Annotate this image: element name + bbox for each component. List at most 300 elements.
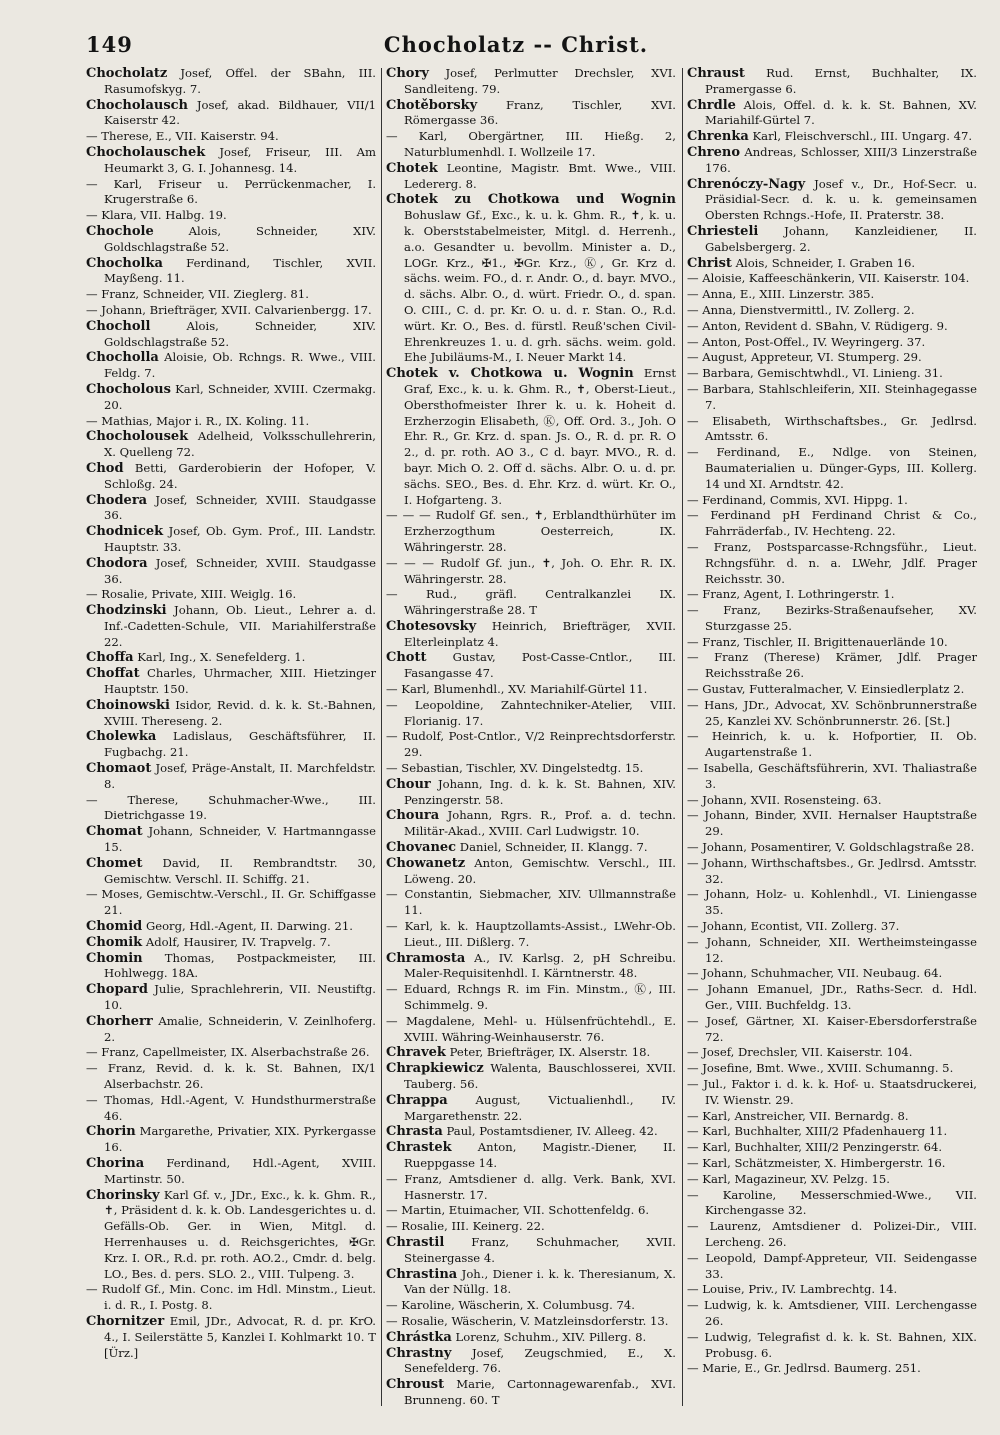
entry-details: — Klara, VII. Halbg. 19. xyxy=(86,208,227,223)
entry-details: — Rud., gräfl. Centralkanzlei IX. Währingerstraße 28. T xyxy=(386,587,676,618)
entry-surname: Chrasta xyxy=(386,1124,443,1140)
entry-details: — Johann, Econtist, VII. Zollerg. 37. xyxy=(687,919,900,934)
entry-details: — Moses, Gemischtw.-Verschl., II. Gr. Schiffgasse 21. xyxy=(86,887,376,918)
entry-details: — Johann, Schneider, XII. Wertheimsteingasse 12. xyxy=(687,934,977,965)
directory-entry xyxy=(386,98,676,130)
entry-details: Johann, Ing. d. k. k. St. Bahnen, XIV. Penzingerstr. 58. xyxy=(404,776,676,807)
directory-entry xyxy=(386,1314,676,1330)
directory-entry xyxy=(687,887,977,919)
entry-details: — Heinrich, k. u. k. Hofportier, II. Ob. Augartenstraße 1. xyxy=(687,729,977,760)
directory-entry xyxy=(687,1361,977,1377)
directory-columns xyxy=(86,66,977,1411)
entry-details: Josef, akad. Bildhauer, VII/1 Kaiserstr 42. xyxy=(104,97,376,128)
entry-details: — Laurenz, Amtsdiener d. Polizei-Dir., VIII. Lercheng. 26. xyxy=(687,1219,977,1249)
entry-details: Rud. Ernst, Buchhalter, IX. Pramergasse 6. xyxy=(705,66,977,96)
directory-entry xyxy=(687,303,977,319)
directory-entry xyxy=(687,540,977,587)
entry-details: — Ferdinand, E., Ndlge. von Steinen, Baumaterialien u. Dünger-Gyps, III. Kollerg. 14 und XI. Arndtstr. 42. xyxy=(687,445,977,491)
directory-entry xyxy=(687,1124,977,1140)
directory-entry xyxy=(687,319,977,335)
entry-details: Josef v., Dr., Hof-Secr. u. Präsidial-Secr. d. k. u. k. gemeinsamen Obersten Rchngs.-Hofe, II. Praterstr. 38. xyxy=(705,176,977,223)
directory-entry xyxy=(386,856,676,888)
directory-entry xyxy=(687,98,977,130)
entry-details: — August, Appreteur, VI. Stumperg. 29. xyxy=(687,350,922,365)
directory-entry xyxy=(86,461,376,493)
entry-surname: Chodnicek xyxy=(86,524,164,540)
directory-entry xyxy=(687,335,977,351)
entry-details: August, Victualienhdl., IV. Margarethenstr. 22. xyxy=(404,1092,676,1123)
directory-entry xyxy=(386,1093,676,1125)
entry-details: — Rosalie, III. Keinerg. 22. xyxy=(386,1219,545,1234)
entry-details: Josef, Schneider, XVIII. Staudgasse 36. xyxy=(104,492,376,523)
entry-details: — Karl, Anstreicher, VII. Bernardg. 8. xyxy=(687,1108,909,1123)
entry-surname: Chrastny xyxy=(386,1345,452,1361)
entry-details: Adelheid, Volksschullehrerin, X. Quelleng 72. xyxy=(104,429,376,460)
entry-details: — Leopold, Dampf-Appreteur, VII. Seidengasse 33. xyxy=(687,1250,977,1281)
entry-details: Julie, Sprachlehrerin, VII. Neustiftg. 10. xyxy=(104,982,376,1013)
directory-entry xyxy=(687,271,977,287)
directory-entry xyxy=(386,619,676,651)
directory-entry xyxy=(86,1093,376,1125)
directory-entry xyxy=(687,1156,977,1172)
directory-entry xyxy=(86,824,376,856)
entry-surname: Chory xyxy=(386,66,429,81)
entry-surname: Chocholous xyxy=(86,381,171,397)
entry-details: — Aloisie, Kaffeeschänkerin, VII. Kaiserstr. 104. xyxy=(687,271,970,286)
entry-surname: Chour xyxy=(386,776,431,792)
entry-details: Ernst Graf, Exc., k. u. k. Ghm. R., ✝, Oberst-Lieut., Obersthofmeister Ihrer k. u. k. Hoheit d. Erzherzogin Elisabeth, Ⓚ, Off. Ord. 3., Joh. O Ehr. R., Gr. Krz. d. span. Js. O., R. d. pr. R. O 2., d. pr. roth. AO 3., C d. bayr. MVO., R. d. bayr. Mich O. 2. Off d. sächs. Albr. O. u. d. pr. sächs. SEO., Bes. d. Ehr. Krz. d. würt. Kr. O., I. Hofgarteng. 3. xyxy=(404,366,676,507)
directory-entry xyxy=(386,1172,676,1204)
directory-entry xyxy=(86,1014,376,1046)
directory-entry xyxy=(86,729,376,761)
directory-entry xyxy=(687,808,977,840)
entry-details: Alois, Offel. d. k. k. St. Bahnen, XV. Mariahilf-Gürtel 7. xyxy=(705,97,977,128)
directory-entry xyxy=(687,1109,977,1125)
entry-details: Josef, Zeugschmied, E., X. Senefelderg. 76. xyxy=(404,1345,676,1376)
entry-surname: Chramosta xyxy=(386,950,466,966)
directory-entry xyxy=(687,587,977,603)
entry-surname: Chrenóczy-Nagy xyxy=(687,176,806,192)
directory-entry xyxy=(86,698,376,730)
entry-surname: Chrástka xyxy=(386,1329,452,1345)
entry-details: Thomas, Postpackmeister, III. Hohlwegg. 18A. xyxy=(104,950,376,981)
directory-entry xyxy=(386,556,676,588)
entry-details: — Johann, Binder, XVII. Hernalser Hauptstraße 29. xyxy=(687,808,977,839)
directory-entry xyxy=(86,66,376,98)
entry-details: Alois, Schneider, XIV. Goldschlagstraße 52. xyxy=(104,223,376,254)
directory-entry xyxy=(86,350,376,382)
entry-details: — Karl, Magazineur, XV. Pelzg. 15. xyxy=(687,1171,890,1186)
entry-details: Johann, Kanzleidiener, II. Gabelsbergerg. 2. xyxy=(705,223,977,254)
directory-entry xyxy=(386,161,676,193)
entry-surname: Chotek zu Chotkowa und Wognin xyxy=(386,192,676,208)
entry-surname: Chod xyxy=(86,460,124,476)
directory-entry xyxy=(386,66,676,98)
directory-entry xyxy=(687,682,977,698)
entry-details: Josef, Offel. der SBahn, III. Rasumofskyg. 7. xyxy=(104,66,376,96)
entry-details: — Ferdinand pH Ferdinand Christ & Co., Fahrräderfab., IV. Hechteng. 22. xyxy=(687,508,977,539)
entry-details: — Franz, Revid. d. k. k. St. Bahnen, IX/1 Alserbachstr. 26. xyxy=(86,1061,376,1091)
entry-details: Heinrich, Briefträger, XVII. Elterleinplatz 4. xyxy=(404,618,676,649)
entry-details: — Therese, E., VII. Kaiserstr. 94. xyxy=(86,129,279,144)
entry-surname: Chomid xyxy=(86,919,143,935)
entry-details: — Johann Emanuel, JDr., Raths-Secr. d. Hdl. Ger., VIII. Buchfeldg. 13. xyxy=(687,982,977,1013)
entry-details: — Hans, JDr., Advocat, XV. Schönbrunnerstraße 25, Kanzlei XV. Schönbrunnerstr. 26. [St.] xyxy=(687,697,977,728)
directory-entry xyxy=(687,366,977,382)
directory-entry xyxy=(687,982,977,1014)
directory-entry xyxy=(687,1077,977,1109)
directory-entry xyxy=(86,951,376,983)
directory-entry xyxy=(386,698,676,730)
directory-entry xyxy=(86,587,376,603)
entry-surname: Chovanec xyxy=(386,840,457,856)
directory-entry xyxy=(86,919,376,935)
directory-entry xyxy=(687,129,977,145)
entry-details: A., IV. Karlsg. 2, pH Schreibu. Maler-Requisitenhdl. I. Kärntnerstr. 48. xyxy=(404,950,676,981)
directory-entry xyxy=(86,1045,376,1061)
entry-details: Charles, Uhrmacher, XIII. Hietzinger Hauptstr. 150. xyxy=(104,666,376,697)
entry-surname: Chrastek xyxy=(386,1140,452,1156)
directory-entry xyxy=(386,1346,676,1378)
directory-entry xyxy=(86,429,376,461)
entry-details: Johann, Ob. Lieut., Lehrer a. d. Inf.-Cadetten-Schule, VII. Mariahilferstraße 22. xyxy=(104,603,376,649)
directory-entry xyxy=(86,935,376,951)
directory-entry xyxy=(86,382,376,414)
directory-entry xyxy=(386,887,676,919)
entry-details: — Anton, Post-Offel., IV. Weyringerg. 37. xyxy=(687,334,926,349)
entry-details: Josef, Ob. Gym. Prof., III. Landstr. Hauptstr. 33. xyxy=(104,524,376,554)
entry-details: — Constantin, Siebmacher, XIV. Ullmannstraße 11. xyxy=(386,887,676,918)
directory-entry xyxy=(86,145,376,177)
entry-details: — Rosalie, Wäscherin, V. Matzleinsdorferstr. 13. xyxy=(386,1313,669,1328)
entry-details: Aloisie, Ob. Rchngs. R. Wwe., VIII. Feldg. 7. xyxy=(104,350,376,381)
entry-details: — Franz, Agent, I. Lothringerstr. 1. xyxy=(687,587,895,602)
entry-details: — Isabella, Geschäftsführerin, XVI. Thaliastraße 3. xyxy=(687,761,977,791)
entry-details: — Josef, Drechsler, VII. Kaiserstr. 104. xyxy=(687,1045,913,1060)
entry-details: — Jul., Faktor i. d. k. k. Hof- u. Staatsdruckerei, IV. Wienstr. 29. xyxy=(687,1077,977,1107)
entry-surname: Chotesovsky xyxy=(386,618,477,634)
entry-surname: Chodora xyxy=(86,555,148,571)
entry-surname: Chocholatz xyxy=(86,66,168,81)
entry-surname: Chreno xyxy=(687,144,741,160)
entry-details: Franz, Tischler, XVI. Römergasse 36. xyxy=(404,97,676,128)
directory-entry xyxy=(86,319,376,351)
entry-details: — Johann, Schuhmacher, VII. Neubaug. 64. xyxy=(687,966,943,981)
entry-details: — Karl, Friseur u. Perrückenmacher, I. Krugerstraße 6. xyxy=(86,176,376,207)
entry-surname: Chott xyxy=(386,650,427,666)
directory-entry xyxy=(386,508,676,555)
entry-details: — Ferdinand, Commis, XVI. Hippg. 1. xyxy=(687,492,908,507)
entry-surname: Chomat xyxy=(86,824,143,840)
entry-surname: Chomet xyxy=(86,855,143,871)
entry-surname: Choinowski xyxy=(86,697,170,713)
entry-details: Emil, JDr., Advocat, R. d. pr. KrO. 4., I. Seilerstätte 5, Kanzlei I. Kohlmarkt 10. T [Ürz.] xyxy=(104,1313,376,1360)
directory-entry xyxy=(86,98,376,130)
directory-entry xyxy=(386,951,676,983)
entry-surname: Chodzinski xyxy=(86,603,167,619)
entry-details: Josef, Präge-Anstalt, II. Marchfeldstr. 8. xyxy=(104,761,376,791)
entry-surname: Chowanetz xyxy=(386,855,466,871)
entry-details: — Gustav, Futteralmacher, V. Einsiedlerplatz 2. xyxy=(687,682,965,697)
directory-entry xyxy=(687,966,977,982)
directory-entry xyxy=(86,303,376,319)
directory-entry xyxy=(386,982,676,1014)
entry-surname: Choura xyxy=(386,808,440,824)
directory-entry xyxy=(687,729,977,761)
entry-details: Margarethe, Privatier, XIX. Pyrkergasse 16. xyxy=(104,1124,376,1155)
entry-details: Bohuslaw Gf., Exc., k. u. k. Ghm. R., ✝, k. u. k. Oberststabelmeister, Mitgl. d. Herrenh., a.o. Gesandter u. bevollm. Minister a. D., LOGr. Krz., ✠1., ✠Gr. Krz., Ⓚ, Gr. Krz d. sächs. weim. FO., d. r. Andr. O., d. bayr. MVO., d. sächs. Albr. O., d. würt. Friedr. O., d. span. O. CIII., C. d. pr. Kr. O. u. d. r. Stan. O., R.d. würt. Kr. O., Bes. d. fürstl. Reuß'schen Civil-Ehrenkreuzes 1. u. d. grh. sächs. weim. gold. Ehe Jubiläums-M., I. Neuer Markt 14. xyxy=(404,208,676,365)
entry-surname: Christ xyxy=(687,255,732,271)
entry-details: — Rudolf Gf., Min. Conc. im Hdl. Minstm., Lieut. i. d. R., I. Postg. 8. xyxy=(86,1282,376,1313)
entry-details: Isidor, Revid. d. k. k. St.-Bahnen, XVIII. Thereseng. 2. xyxy=(104,697,376,728)
entry-details: — Ludwig, k. k. Amtsdiener, VIII. Lerchengasse 26. xyxy=(687,1298,977,1328)
entry-details: Karl, Schneider, XVIII. Czermakg. 20. xyxy=(104,381,376,412)
directory-entry xyxy=(86,793,376,825)
entry-details: Anton, Magistr.-Diener, II. Rueppgasse 14. xyxy=(404,1140,676,1170)
directory-entry xyxy=(386,129,676,161)
directory-entry xyxy=(86,887,376,919)
directory-entry xyxy=(687,793,977,809)
directory-entry xyxy=(687,1061,977,1077)
entry-details: — Johann, Posamentirer, V. Goldschlagstraße 28. xyxy=(687,840,975,855)
directory-entry xyxy=(386,587,676,619)
entry-details: — Karl, k. k. Hauptzollamts-Assist., LWehr-Ob. Lieut., III. Dißlerg. 7. xyxy=(386,919,676,949)
entry-details: — Franz, Tischler, II. Brigittenauerlände 10. xyxy=(687,634,948,649)
entry-details: — Karl, Obergärtner, III. Hießg. 2, Naturblumenhdl. I. Wollzeile 17. xyxy=(386,129,676,159)
entry-surname: Chocholka xyxy=(86,255,163,271)
directory-entry xyxy=(86,603,376,650)
entry-details: — Franz, Bezirks-Straßenaufseher, XV. Sturzgasse 25. xyxy=(687,603,977,633)
entry-details: — Anna, Dienstvermittl., IV. Zollerg. 2. xyxy=(687,302,915,317)
directory-entry xyxy=(687,761,977,793)
directory-entry xyxy=(86,1124,376,1156)
entry-surname: Chocholausch xyxy=(86,97,189,113)
entry-details: Alois, Schneider, XIV. Goldschlagstraße 52. xyxy=(104,318,376,349)
entry-details: Betti, Garderobierin der Hofoper, V. Schloßg. 24. xyxy=(104,460,376,491)
entry-details: Peter, Briefträger, IX. Alserstr. 18. xyxy=(445,1045,651,1060)
entry-details: — Johann, Briefträger, XVII. Calvarienbergg. 17. xyxy=(86,302,372,317)
entry-details: — Karl, Buchhalter, XIII/2 Pfadenhauerg 11. xyxy=(687,1124,948,1139)
directory-entry xyxy=(86,666,376,698)
directory-entry xyxy=(687,650,977,682)
entry-details: Ferdinand, Hdl.-Agent, XVIII. Martinstr. 50. xyxy=(104,1155,376,1186)
directory-entry xyxy=(687,177,977,224)
directory-entry xyxy=(386,1235,676,1267)
entry-surname: Chopard xyxy=(86,982,148,998)
directory-entry xyxy=(687,382,977,414)
entry-surname: Chorinsky xyxy=(86,1187,160,1203)
entry-details: Ferdinand, Tischler, XVII. Mayßeng. 11. xyxy=(104,255,376,286)
directory-entry xyxy=(687,445,977,492)
entry-surname: Chorherr xyxy=(86,1013,153,1029)
directory-entry xyxy=(687,224,977,256)
page-number: 149 xyxy=(86,32,133,57)
entry-details: Josef, Friseur, III. Am Heumarkt 3, G. I. Johannesg. 14. xyxy=(104,144,376,175)
entry-details: — Anton, Revident d. SBahn, V. Rüdigerg. 9. xyxy=(687,318,948,333)
entry-surname: Chrenka xyxy=(687,129,749,145)
directory-entry xyxy=(386,366,676,508)
directory-entry xyxy=(687,1298,977,1330)
entry-surname: Chrastina xyxy=(386,1266,458,1282)
directory-entry xyxy=(687,256,977,272)
column-divider xyxy=(682,68,683,1406)
directory-entry xyxy=(86,1156,376,1188)
entry-details: — Marie, E., Gr. Jedlrsd. Baumerg. 251. xyxy=(687,1361,921,1376)
entry-details: — Sebastian, Tischler, XV. Dingelstedtg. 15. xyxy=(386,761,644,776)
column-1 xyxy=(86,66,376,1411)
entry-surname: Chrdle xyxy=(687,97,736,113)
entry-details: — Franz, Capellmeister, IX. Alserbachstraße 26. xyxy=(86,1045,370,1060)
entry-details: Alois, Schneider, I. Graben 16. xyxy=(731,255,916,270)
entry-details: Johann, Schneider, V. Hartmanngasse 15. xyxy=(104,824,376,855)
entry-surname: Chroust xyxy=(386,1377,445,1393)
entry-surname: Chorin xyxy=(86,1124,136,1140)
directory-entry xyxy=(86,129,376,145)
directory-entry xyxy=(386,1014,676,1046)
entry-details: — Johann, Holz- u. Kohlenhdl., VI. Liniengasse 35. xyxy=(687,887,977,918)
directory-entry xyxy=(386,919,676,951)
entry-details: — Karl, Blumenhdl., XV. Mariahilf-Gürtel 11. xyxy=(386,682,648,697)
entry-details: David, II. Rembrandtstr. 30, Gemischtw. Verschl. II. Schiffg. 21. xyxy=(104,855,376,886)
entry-details: — Johann, XVII. Rosensteing. 63. xyxy=(687,792,882,807)
entry-details: Leontine, Magistr. Bmt. Wwe., VIII. Ledererg. 8. xyxy=(404,160,676,191)
entry-details: Walenta, Bauschlosserei, XVII. Tauberg. 56. xyxy=(404,1061,676,1091)
entry-details: — Anna, E., XIII. Linzerstr. 385. xyxy=(687,287,875,302)
entry-surname: Chotek xyxy=(386,160,438,176)
directory-entry xyxy=(386,1061,676,1093)
directory-entry xyxy=(386,1203,676,1219)
directory-entry xyxy=(86,856,376,888)
entry-surname: Chocholousek xyxy=(86,429,189,445)
entry-surname: Chocholla xyxy=(86,350,159,366)
directory-entry xyxy=(687,1251,977,1283)
entry-details: — Josefine, Bmt. Wwe., XVIII. Schumanng. 5. xyxy=(687,1061,954,1076)
entry-details: — Barbara, Stahlschleiferin, XII. Steinhagegasse 7. xyxy=(687,381,977,412)
entry-details: Johann, Rgrs. R., Prof. a. d. techn. Militär-Akad., XVIII. Carl Ludwigstr. 10. xyxy=(404,808,676,839)
entry-details: — Franz, Schneider, VII. Zieglerg. 81. xyxy=(86,287,309,302)
entry-details: Marie, Cartonnagewarenfab., XVI. Brunneng. 60. T xyxy=(404,1377,676,1407)
entry-surname: Chorina xyxy=(86,1155,145,1171)
entry-details: — Thomas, Hdl.-Agent, V. Hundsthurmerstraße 46. xyxy=(86,1092,376,1123)
entry-details: — Franz, Postsparcasse-Rchngsführ., Lieut. Rchngsführ. d. n. a. LWehr, Jdlf. Prager Reichsstr. 30. xyxy=(687,539,977,586)
directory-entry xyxy=(687,919,977,935)
directory-entry xyxy=(86,1282,376,1314)
entry-details: Joh., Diener i. k. k. Theresianum, X. Van der Nüllg. 18. xyxy=(404,1266,676,1297)
entry-surname: Chrastil xyxy=(386,1234,445,1250)
entry-details: — Karoline, Wäscherin, X. Columbusg. 74. xyxy=(386,1298,635,1313)
entry-details: — Eduard, Rchngs R. im Fin. Minstm., Ⓚ, III. Schimmelg. 9. xyxy=(386,982,676,1013)
directory-entry xyxy=(86,1314,376,1361)
entry-surname: Chotěborsky xyxy=(386,97,478,113)
entry-details: Franz, Schuhmacher, XVII. Steinergasse 4. xyxy=(404,1234,676,1265)
directory-entry xyxy=(86,556,376,588)
entry-details: — Martin, Etuimacher, VII. Schottenfeldg. 6. xyxy=(386,1203,650,1218)
entry-details: — Barbara, Gemischtwhdl., VI. Linieng. 31. xyxy=(687,366,943,381)
directory-entry xyxy=(687,1330,977,1362)
directory-entry xyxy=(386,1377,676,1409)
directory-entry xyxy=(687,1172,977,1188)
directory-entry xyxy=(86,493,376,525)
entry-details: — — — Rudolf Gf. jun., ✝, Joh. O. Ehr. R. IX. Währingerstr. 28. xyxy=(386,555,676,586)
entry-surname: Chochole xyxy=(86,223,154,239)
directory-entry xyxy=(86,650,376,666)
entry-details: Ladislaus, Geschäftsführer, II. Fugbachg. 21. xyxy=(104,729,376,760)
entry-details: — Rudolf, Post-Cntlor., V/2 Reinprechtsdorferstr. 29. xyxy=(386,729,676,760)
entry-surname: Chomaot xyxy=(86,761,152,777)
entry-surname: Chocholl xyxy=(86,318,151,334)
entry-surname: Chrapkiewicz xyxy=(386,1061,484,1077)
directory-entry xyxy=(86,761,376,793)
entry-surname: Choffat xyxy=(86,666,140,682)
directory-entry xyxy=(687,145,977,177)
entry-surname: Chocholauschek xyxy=(86,144,206,160)
entry-details: — Karl, Schätzmeister, X. Himbergerstr. 16. xyxy=(687,1155,946,1170)
directory-entry xyxy=(86,208,376,224)
directory-entry xyxy=(86,256,376,288)
directory-entry xyxy=(687,508,977,540)
entry-details: — Magdalene, Mehl- u. Hülsenfrüchtehdl., E. XVIII. Währing-Weinhauserstr. 76. xyxy=(386,1013,676,1044)
directory-entry xyxy=(687,414,977,446)
directory-entry xyxy=(687,1188,977,1220)
running-head: Chocholatz -- Christ. xyxy=(383,32,649,57)
entry-surname: Chravek xyxy=(386,1045,446,1061)
entry-details: Andreas, Schlosser, XIII/3 Linzerstraße 176. xyxy=(705,144,977,175)
directory-entry xyxy=(687,698,977,730)
directory-entry xyxy=(386,192,676,366)
directory-entry xyxy=(386,1045,676,1061)
entry-surname: Choffa xyxy=(86,650,134,666)
entry-details: — Louise, Priv., IV. Lambrechtg. 14. xyxy=(687,1282,898,1297)
directory-entry xyxy=(687,935,977,967)
entry-details: Daniel, Schneider, II. Klangg. 7. xyxy=(456,840,648,855)
directory-entry xyxy=(86,177,376,209)
entry-details: Adolf, Hausirer, IV. Trapvelg. 7. xyxy=(142,934,331,949)
entry-details: Amalie, Schneiderin, V. Zeinlhoferg. 2. xyxy=(104,1013,376,1044)
directory-entry xyxy=(386,1219,676,1235)
directory-entry xyxy=(687,1014,977,1046)
directory-entry xyxy=(687,1045,977,1061)
directory-entry xyxy=(687,1140,977,1156)
entry-surname: Chotek v. Chotkowa u. Wognin xyxy=(386,366,634,382)
directory-entry xyxy=(687,66,977,98)
entry-details: Georg, Hdl.-Agent, II. Darwing. 21. xyxy=(142,919,353,934)
directory-entry xyxy=(86,524,376,556)
entry-details: Karl, Ing., X. Senefelderg. 1. xyxy=(133,650,306,665)
directory-entry xyxy=(687,603,977,635)
column-divider xyxy=(381,68,382,1406)
directory-entry xyxy=(687,1219,977,1251)
page-header xyxy=(86,28,946,62)
entry-details: — Rosalie, Private, XIII. Weiglg. 16. xyxy=(86,587,297,602)
directory-entry xyxy=(86,982,376,1014)
directory-entry xyxy=(687,635,977,651)
directory-entry xyxy=(386,1267,676,1299)
entry-details: — Franz, Amtsdiener d. allg. Verk. Bank, XVI. Hasnerstr. 17. xyxy=(386,1171,676,1202)
entry-details: — Josef, Gärtner, XI. Kaiser-Ebersdorferstraße 72. xyxy=(687,1013,977,1044)
entry-surname: Chodera xyxy=(86,492,148,508)
entry-details: Josef, Perlmutter Drechsler, XVI. Sandleiteng. 79. xyxy=(404,66,676,96)
directory-entry xyxy=(687,287,977,303)
entry-details: Paul, Postamtsdiener, IV. Alleeg. 42. xyxy=(442,1124,658,1139)
directory-entry xyxy=(386,650,676,682)
entry-details: Lorenz, Schuhm., XIV. Pillerg. 8. xyxy=(451,1329,647,1344)
entry-details: — Ludwig, Telegrafist d. k. k. St. Bahnen, XIX. Probusg. 6. xyxy=(687,1329,977,1360)
entry-details: Gustav, Post-Casse-Cntlor., III. Fasangasse 47. xyxy=(404,650,676,681)
entry-details: — Elisabeth, Wirthschaftsbes., Gr. Jedlrsd. Amtsstr. 6. xyxy=(687,413,977,444)
directory-entry xyxy=(687,1282,977,1298)
directory-entry xyxy=(86,224,376,256)
directory-entry xyxy=(386,777,676,809)
